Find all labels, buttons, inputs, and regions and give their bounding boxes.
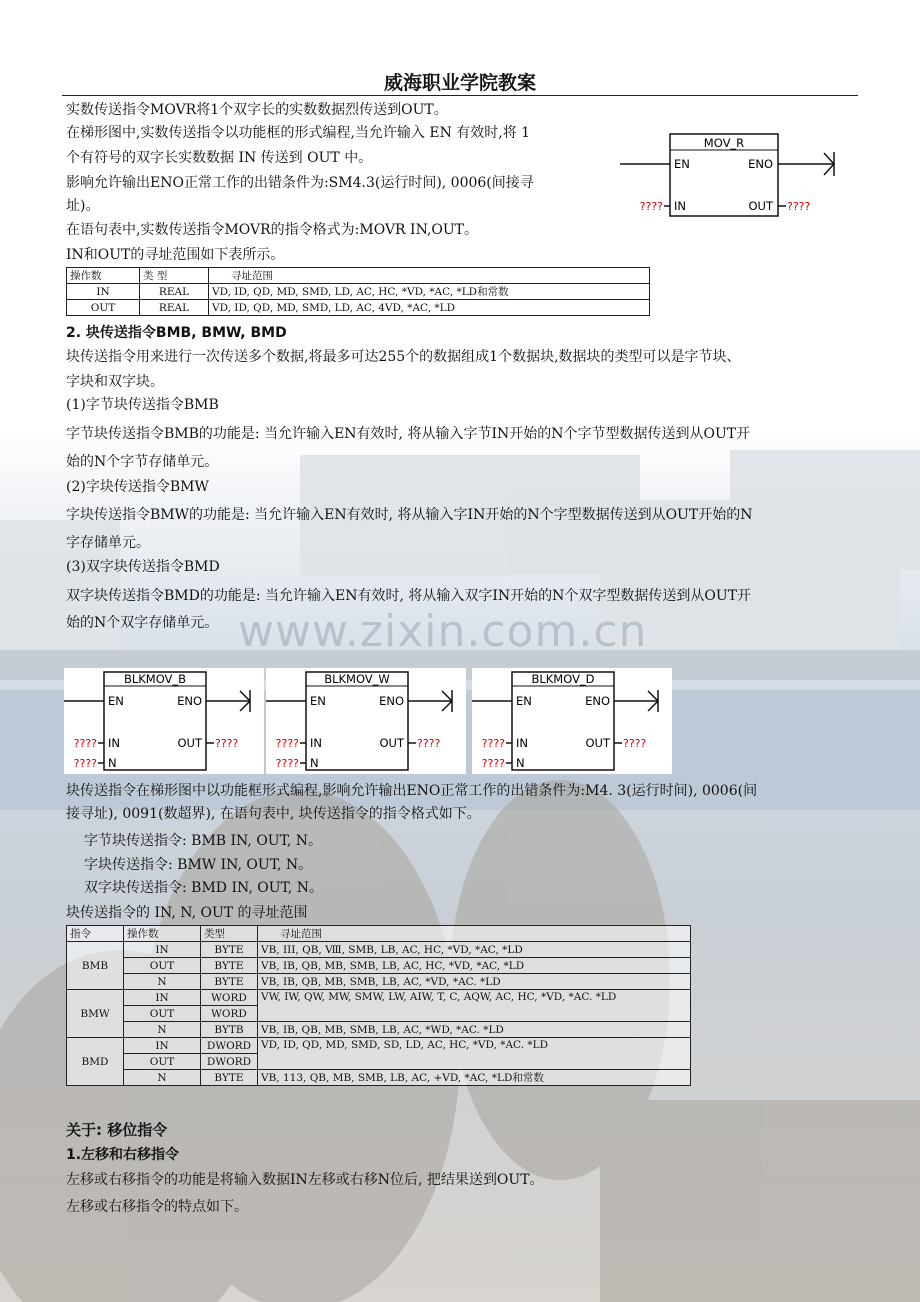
cell-op: OUT [124, 958, 201, 974]
blkmov-d-name: BLKMOV_D [531, 672, 595, 686]
cell-type: BYTE [201, 942, 258, 958]
table-row [67, 300, 650, 316]
cell-range: VB, III, QB, Ⅷ, SMB, LB, AC, HC, *VD, *AC, *LD [258, 942, 691, 958]
cell-op: IN [124, 942, 201, 958]
blkmov-w-n: N [310, 756, 319, 770]
block-address-table [66, 925, 691, 1086]
mov-r-name: MOV_R [703, 136, 745, 150]
mov-r-in-placeholder: ???? [639, 200, 663, 213]
cell-type: DWORD [201, 1038, 258, 1054]
mov-r-out-placeholder: ???? [787, 200, 811, 213]
th-type: 类型 [201, 926, 258, 942]
blkmov-w-out-placeholder: ???? [417, 737, 441, 750]
blkmov-w-eno: ENO [379, 694, 404, 708]
table-row [67, 974, 691, 990]
bmb-title: (1)字节块传送指令BMB [66, 397, 219, 413]
blkmov-b-in: IN [108, 736, 120, 750]
cell-op: OUT [67, 300, 140, 316]
block-range-intro: 块传送指令的 IN, N, OUT 的寻址范围 [66, 905, 308, 921]
blkmov-b-eno: ENO [177, 694, 202, 708]
blkmov-b-out: OUT [177, 736, 202, 750]
movr-desc-line2: 个有符号的双字长实数数据 IN 传送到 OUT 中。 [66, 150, 373, 166]
th-instr: 指令 [67, 926, 124, 942]
cell-op: N [124, 974, 201, 990]
th-operand: 操作数 [67, 268, 140, 284]
table-row [67, 1070, 691, 1086]
bmb-format: 字节块传送指令: BMB IN, OUT, N。 [84, 833, 323, 849]
cell-range: VB, IB, QB, MB, SMB, LB, AC, *WD, *AC. *LD [258, 1022, 691, 1038]
movr-error-line1: 影响允许输出ENO正常工作的出错条件为:SM4.3(运行时间), 0006(间接寻 [66, 175, 534, 191]
blkmov-d-eno: ENO [585, 694, 610, 708]
block-error-line1: 块传送指令在梯形图中以功能框形式编程,影响允许输出ENO正常工作的出错条件为:M4. 3(运行时间), 0006(间 [66, 783, 758, 799]
cell-op: N [124, 1022, 201, 1038]
blkmov-d-in: IN [516, 736, 528, 750]
bmw-title: (2)字块传送指令BMW [66, 479, 209, 495]
blkmov-d-out-placeholder: ???? [623, 737, 647, 750]
mov-r-ladder-box [620, 126, 846, 222]
th-range: 寻址范围 [209, 268, 650, 284]
table-row [67, 1038, 691, 1054]
block-intro-line1: 块传送指令用来进行一次传送多个数据,将最多可达255个的数据组成1个数据块,数据块的类型可以是字节块、 [66, 349, 741, 365]
bmb-desc-line1: 字节块传送指令BMB的功能是: 当允许输入EN有效时, 将从输入字节IN开始的N个字节型数据传送到从OUT开 [66, 426, 751, 442]
movr-intro: 实数传送指令MOVR将1个双字长的实数数据烈传送到OUT。 [66, 102, 448, 118]
th-operand: 操作数 [124, 926, 201, 942]
movr-desc-line1: 在梯形图中,实数传送指令以功能框的形式编程,当允许输入 EN 有效时,将 1 [66, 125, 531, 141]
blkmov-d-in-placeholder: ???? [481, 737, 505, 750]
blkmov-b-name: BLKMOV_B [123, 672, 187, 686]
bmw-format: 字块传送指令: BMW IN, OUT, N。 [84, 857, 313, 873]
blkmov-b-n-placeholder: ???? [73, 757, 97, 770]
bmd-format: 双字块传送指令: BMD IN, OUT, N。 [84, 880, 323, 896]
title-rule [62, 95, 858, 96]
blkmov-d-en: EN [516, 694, 532, 708]
table-row [67, 990, 691, 1006]
shift-desc: 左移或右移指令的功能是将输入数据IN左移或右移N位后, 把结果送到OUT。 [66, 1172, 544, 1188]
blkmov-d-n: N [516, 756, 525, 770]
cell-op: OUT [124, 1054, 201, 1070]
cell-op: IN [124, 1038, 201, 1054]
cell-instr: BMW [67, 990, 124, 1038]
block-move-heading: 2. 块传送指令BMB, BMW, BMD [66, 325, 287, 341]
mov-r-eno: ENO [748, 157, 773, 171]
cell-range: VB, IB, QB, MB, SMB, LB, AC, HC, *VD, *AC, *LD [258, 958, 691, 974]
table-row [67, 942, 691, 958]
blkmov-w-in-placeholder: ???? [275, 737, 299, 750]
movr-range-intro: IN和OUT的寻址范围如下表所示。 [66, 247, 285, 263]
th-type: 类 型 [140, 268, 209, 284]
cell-type: REAL [140, 284, 209, 300]
movr-stl-format: 在语句表中,实数传送指令MOVR的指令格式为:MOVR IN,OUT。 [66, 222, 479, 238]
mov-r-out: OUT [748, 199, 773, 213]
blkmov-w-ladder-box [266, 668, 466, 774]
blkmov-d-ladder-box [472, 668, 672, 774]
cell-type: BYTE [201, 958, 258, 974]
blkmov-b-out-placeholder: ???? [215, 737, 239, 750]
bmb-desc-line2: 始的N个字节存储单元。 [66, 454, 219, 470]
bmd-desc-line2: 始的N个双字存储单元。 [66, 615, 219, 631]
cell-type: WORD [201, 990, 258, 1006]
cell-op: IN [124, 990, 201, 1006]
cell-type: DWORD [201, 1054, 258, 1070]
shift-subheading: 1.左移和右移指令 [66, 1147, 180, 1163]
mov-r-in: IN [674, 199, 686, 213]
table-row [67, 958, 691, 974]
watermark: www.zixin.com.cn [238, 606, 648, 657]
table-row [67, 268, 650, 284]
bmw-desc-line1: 字块传送指令BMW的功能是: 当允许输入EN有效时, 将从输入字IN开始的N个字型数据传送到从OUT开始的N [66, 507, 753, 523]
bmd-title: (3)双字块传送指令BMD [66, 559, 220, 575]
cell-type: BYTE [201, 1070, 258, 1086]
blkmov-b-ladder-box [64, 668, 264, 774]
bmd-desc-line1: 双字块传送指令BMD的功能是: 当允许输入EN有效时, 将从输入双字IN开始的N个双字型数据传送到从OUT开 [66, 588, 752, 604]
blkmov-w-out: OUT [379, 736, 404, 750]
cell-instr: BMB [67, 942, 124, 990]
table-row [67, 1022, 691, 1038]
cell-range: VW, IW, QW, MW, SMW, LW, AIW, T, C, AQW, AC, HC, *VD, *AC. *LD [258, 990, 691, 1022]
movr-error-line2: 址)。 [66, 198, 100, 214]
blkmov-d-out: OUT [585, 736, 610, 750]
bmw-desc-line2: 字存储单元。 [66, 535, 150, 551]
page-title: 威海职业学院教案 [383, 72, 536, 94]
blkmov-w-n-placeholder: ???? [275, 757, 299, 770]
cell-type: BYTE [201, 974, 258, 990]
block-intro-line2: 字块和双字块。 [66, 374, 164, 390]
cell-op: OUT [124, 1006, 201, 1022]
cell-type: BYTB [201, 1022, 258, 1038]
blkmov-b-in-placeholder: ???? [73, 737, 97, 750]
movr-address-table [66, 267, 650, 316]
cell-range: VD, ID, QD, MD, SMD, SD, LD, AC, HC, *VD, *AC. *LD [258, 1038, 691, 1070]
shift-heading: 关于: 移位指令 [66, 1121, 168, 1139]
block-error-line2: 接寻址), 0091(数超界), 在语句表中, 块传送指令的指令格式如下。 [66, 806, 481, 822]
blkmov-w-in: IN [310, 736, 322, 750]
blkmov-b-en: EN [108, 694, 124, 708]
cell-instr: BMD [67, 1038, 124, 1086]
cell-op: IN [67, 284, 140, 300]
cell-type: REAL [140, 300, 209, 316]
cell-range: VD, ID, QD, MD, SMD, LD, AC, HC, *VD, *AC, *LD和常数 [209, 284, 650, 300]
cell-type: WORD [201, 1006, 258, 1022]
cell-range: VB, IB, QB, MB, SMB, LB, AC, *VD, *AC. *LD [258, 974, 691, 990]
table-row [67, 926, 691, 942]
cell-range: VD, ID, QD, MD, SMD, LD, AC, 4VD, *AC, *LD [209, 300, 650, 316]
cell-range: VB, 113, QB, MB, SMB, LB, AC, +VD, *AC, *LD和常数 [258, 1070, 691, 1086]
blkmov-w-name: BLKMOV_W [324, 672, 390, 686]
cell-op: N [124, 1070, 201, 1086]
shift-features: 左移或右移指令的特点如下。 [66, 1199, 248, 1215]
blkmov-w-en: EN [310, 694, 326, 708]
th-range: 寻址范围 [258, 926, 691, 942]
table-row [67, 284, 650, 300]
blkmov-b-n: N [108, 756, 117, 770]
mov-r-en: EN [674, 157, 690, 171]
blkmov-d-n-placeholder: ???? [481, 757, 505, 770]
